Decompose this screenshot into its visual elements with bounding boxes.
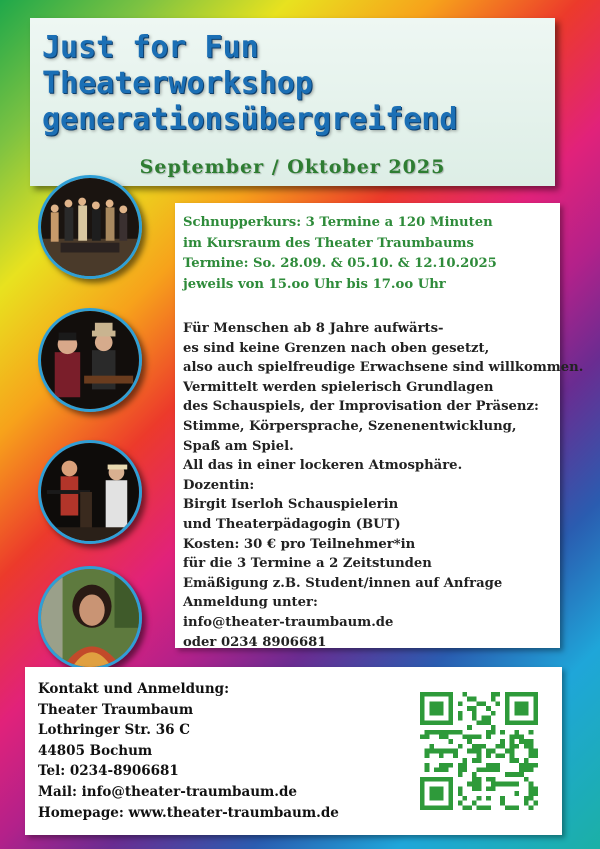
contact-line: Lothringer Str. 36 C	[38, 722, 190, 739]
description-line: es sind keine Grenzen nach oben gesetzt,	[183, 340, 490, 356]
stage-photo-image	[41, 443, 139, 541]
title-line-1: Just for Fun	[42, 30, 259, 65]
description-line: Kosten: 30 € pro Teilnehmer*in	[183, 536, 416, 552]
photo-dozentin	[38, 566, 142, 670]
description-line: und Theaterpädagogin (BUT)	[183, 516, 401, 532]
title-box	[30, 18, 555, 186]
photo-ensemble	[38, 175, 142, 279]
description-line: All das in einer lockeren Atmosphäre.	[183, 458, 463, 474]
photo-actors-table	[38, 308, 142, 412]
photo-stage-scene	[38, 440, 142, 544]
course-detail-line: Schnupperkurs: 3 Termine a 120 Minuten	[183, 215, 493, 230]
description-line: des Schauspiels, der Improvisation der Präsenz:	[183, 399, 539, 415]
description-line: oder 0234 8906681	[183, 634, 327, 650]
course-detail-line: jeweils von 15.oo Uhr bis 17.oo Uhr	[183, 276, 446, 292]
dozentin-photo-image	[41, 569, 139, 667]
description-line: für die 3 Termine a 2 Zeitstunden	[183, 556, 432, 572]
course-description	[183, 319, 583, 652]
ensemble-photo-image	[41, 178, 139, 276]
description-line: Dozentin:	[183, 477, 255, 493]
contact-line: 44805 Bochum	[38, 742, 153, 759]
description-line: Stimme, Körpersprache, Szenenentwicklung,	[183, 418, 517, 434]
description-line: Spaß am Spiel.	[183, 438, 294, 454]
course-detail-line: im Kursraum des Theater Traumbaums	[183, 235, 474, 251]
contact-line: Theater Traumbaum	[38, 701, 194, 718]
subtitle-date: September / Oktober 2025	[139, 156, 446, 178]
contact-heading: Kontakt und Anmeldung:	[38, 681, 230, 697]
title-line-2: Theaterworkshop	[42, 66, 313, 101]
course-details	[183, 213, 497, 295]
contact-phone: Tel: 0234-8906681	[38, 763, 179, 780]
title-line-3: generationsübergreifend	[42, 102, 458, 137]
description-line: Vermittelt werden spielerisch Grundlagen	[183, 379, 494, 395]
course-detail-line: Termine: So. 28.09. & 05.10. & 12.10.2025	[183, 256, 497, 271]
actors-photo-image	[41, 311, 139, 409]
qr-code-icon[interactable]	[420, 692, 538, 810]
contact-mail: Mail: info@theater-traumbaum.de	[38, 783, 298, 800]
description-line: Anmeldung unter:	[183, 595, 318, 611]
contact-homepage: Homepage: www.theater-traumbaum.de	[38, 804, 339, 821]
description-line: info@theater-traumbaum.de	[183, 614, 394, 630]
description-line: Für Menschen ab 8 Jahre aufwärts-	[183, 321, 444, 336]
description-line: Birgit Iserloh Schauspielerin	[183, 497, 399, 513]
description-line: Emäßigung z.B. Student/innen auf Anfrage	[183, 575, 503, 591]
contact-box	[25, 667, 562, 835]
contact-details	[38, 679, 339, 823]
description-line: also auch spielfreudige Erwachsene sind willkommen.	[183, 360, 584, 376]
info-box	[175, 203, 584, 650]
